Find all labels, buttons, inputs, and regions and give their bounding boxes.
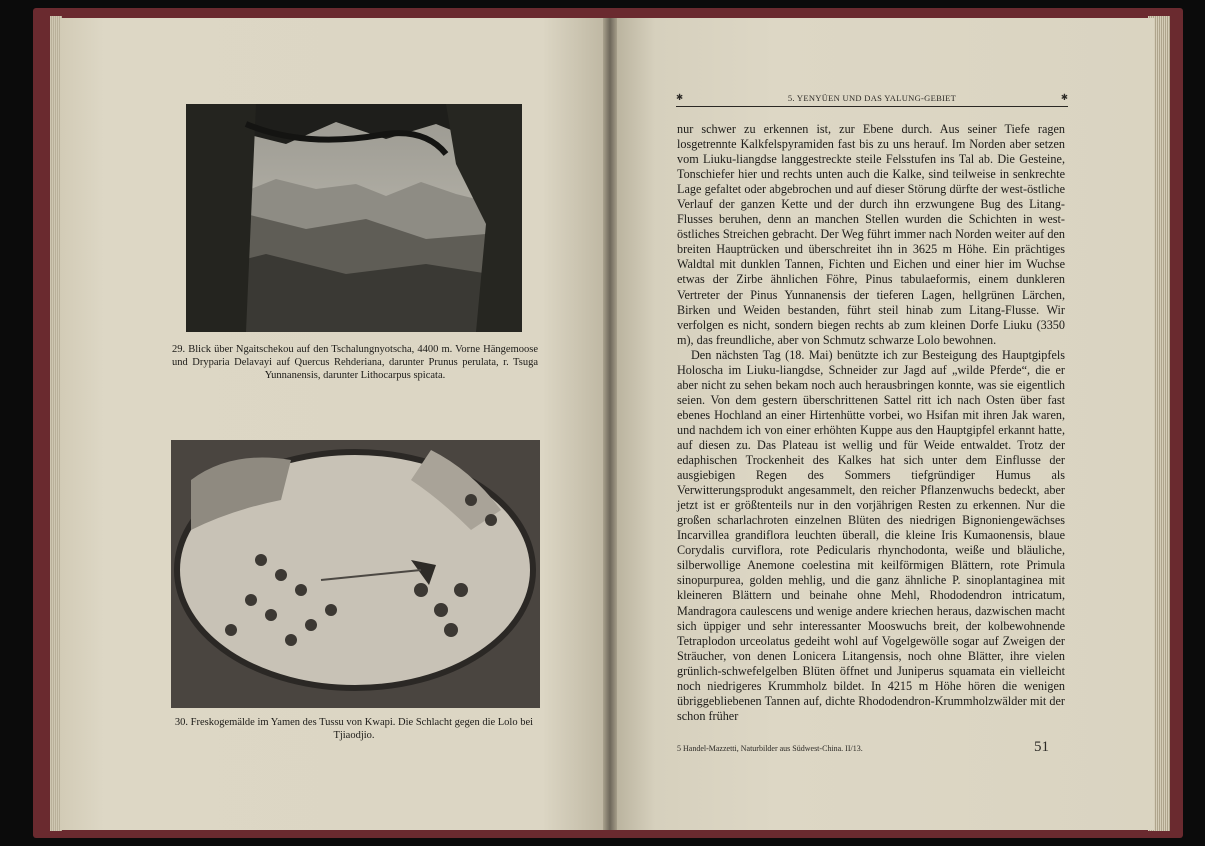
landscape-photo-image xyxy=(186,104,522,332)
body-text xyxy=(677,122,1065,724)
figure-30-caption: 30. Freskogemälde im Yamen des Tussu von Kwapi. Die Schlacht gegen die Lolo bei Tjiaodjio. xyxy=(174,717,534,741)
paragraph-2: Den nächsten Tag (18. Mai) benützte ich zur Besteigung des Hauptgipfels Holoscha im Liuku-liangdse, Schneider zur Jagd auf „wilde Pferde“, die er aber nicht zu sehen bekam noch auch herausbringen konnte, was sie eigentlich seien. Von dem gestern überschrittenen Sattel ritt ich nach Osten über fast ebenes Hochland an einer Hirtenhütte vorbei, wo Hsifan mit ihren Jak waren, und nachdem ich von einer erhöhten Kuppe aus den Hauptgipfel erkannt hatte, auf diesen zu. Das Plateau ist wellig und für Weide entwaldet. Trotz der edaphischen Trockenheit des Kalkes hat sich unter dem Einflusse der ausgiebigen Regen des Sommers tiefgründiger Humus als Verwitterungsprodukt angesammelt, den reicher Pflanzenwuchs bedeckt, aber jetzt ist er größtenteils nur in den vorjährigen Resten zu erkennen. Nur die großen scharlachroten einzelnen Blüten des niedrigen Bignoniengewächses Incarvillea grandiflora leuchten überall, die kleine Iris Kumaonensis, blaue Corydalis curviflora, rote Pedicularis rhynchodonta, weiße und bläuliche, silberwollige Anemone coelestina mit keilförmigen Blättern, rote Primula sinopurpurea, golden mehlig, und die ganz ähnliche P. sinoplantaginea mit kleineren Blättern und beinahe ohne Mehl, Rhododendron intricatum, Mandragora caulescens und wenige andere kriechen heraus, dazwischen macht sich üppiger und sehr interessanter Mooswuchs breit, der kolbewohnende Tetraplodon urceolatus gedeiht wohl auf Vogelgewölle sogar auf Zweigen der Sträucher, von denen Lonicera Litangensis, noch ohne Blätter, ihre vielen grünlich-schwefelgelben Blüten öffnet und Juniperus squamata ein vielleicht noch niedrigeres Krummholz bildet. In 4215 m Höhe hören die wenigen übriggebliebenen Tannen auf, dichte Rhododendron-Krummholzwälder mit der schon früher xyxy=(677,347,1065,723)
book-gutter xyxy=(603,18,617,830)
landscape-photo xyxy=(186,104,522,332)
running-head-title: 5. YENYÜEN UND DAS YALUNG-GEBIET xyxy=(787,93,957,103)
star-ornament-right-icon: ✱ xyxy=(1060,92,1068,102)
figure-29-caption: 29. Blick über Ngaitschekou auf den Tschalungnyotscha, 4400 m. Vorne Hängemoose und Dryparia Delavayi auf Quercus Rehderiana, darunter Prunus perulata, r. Tsuga Yunnanensis, darunter Lithocarpus spicata. xyxy=(172,344,538,381)
fresco-painting xyxy=(171,440,540,708)
star-ornament-left-icon: ✱ xyxy=(676,92,684,102)
page-number: 51 xyxy=(1034,739,1049,755)
fresco-painting-image xyxy=(171,440,540,708)
running-head xyxy=(676,92,1068,107)
footer-signature: 5 Handel-Mazzetti, Naturbilder aus Südwest-China. II/13. xyxy=(677,744,863,753)
paragraph-1: nur schwer zu erkennen ist, zur Ebene durch. Aus seiner Tiefe ragen losgetrennte Kalkfelspyramiden fast bis zu uns herauf. Im Norden aber setzen vom Liuku-liangdse langgestreckte steile Felsstufen ins Tal ab. Die Gesteine, Tonschiefer hier und rechts unten auch die Kalke, sind teilweise in senkrechte Lage gefaltet oder abgebrochen und auf dieser Störung dürfte der west-östliche Verlauf der ganzen Kette und der durch ihn erzwungene Bug des Litang-Flusses beruhen, denn an manchen Stellen wurden die Schichten in west-östliches Streichen gebracht. Der Weg führt immer nach Norden weiter auf den breiten Hauptrücken und überschreitet ihn in 3625 m Höhe. Ein prächtiges Waldtal mit dunklen Tannen, Fichten und Eichen und einer hier im Wuchse etwas der Zirbe ähnlichen Föhre, Pinus tabulaeformis, einem dunkleren Vertreter der Pinus Yunnanensis der tieferen Lagen, hellgrünen Lärchen, Birken und Weiden bestanden, führt steil hinab zum Litang-Flusse. Wir verfolgen es nicht, sondern biegen rechts ab zum kleinen Dorfe Liuku (3350 m), das freundliche, aber von Schmutz schwarze Lolo bewohnen. xyxy=(677,122,1065,347)
